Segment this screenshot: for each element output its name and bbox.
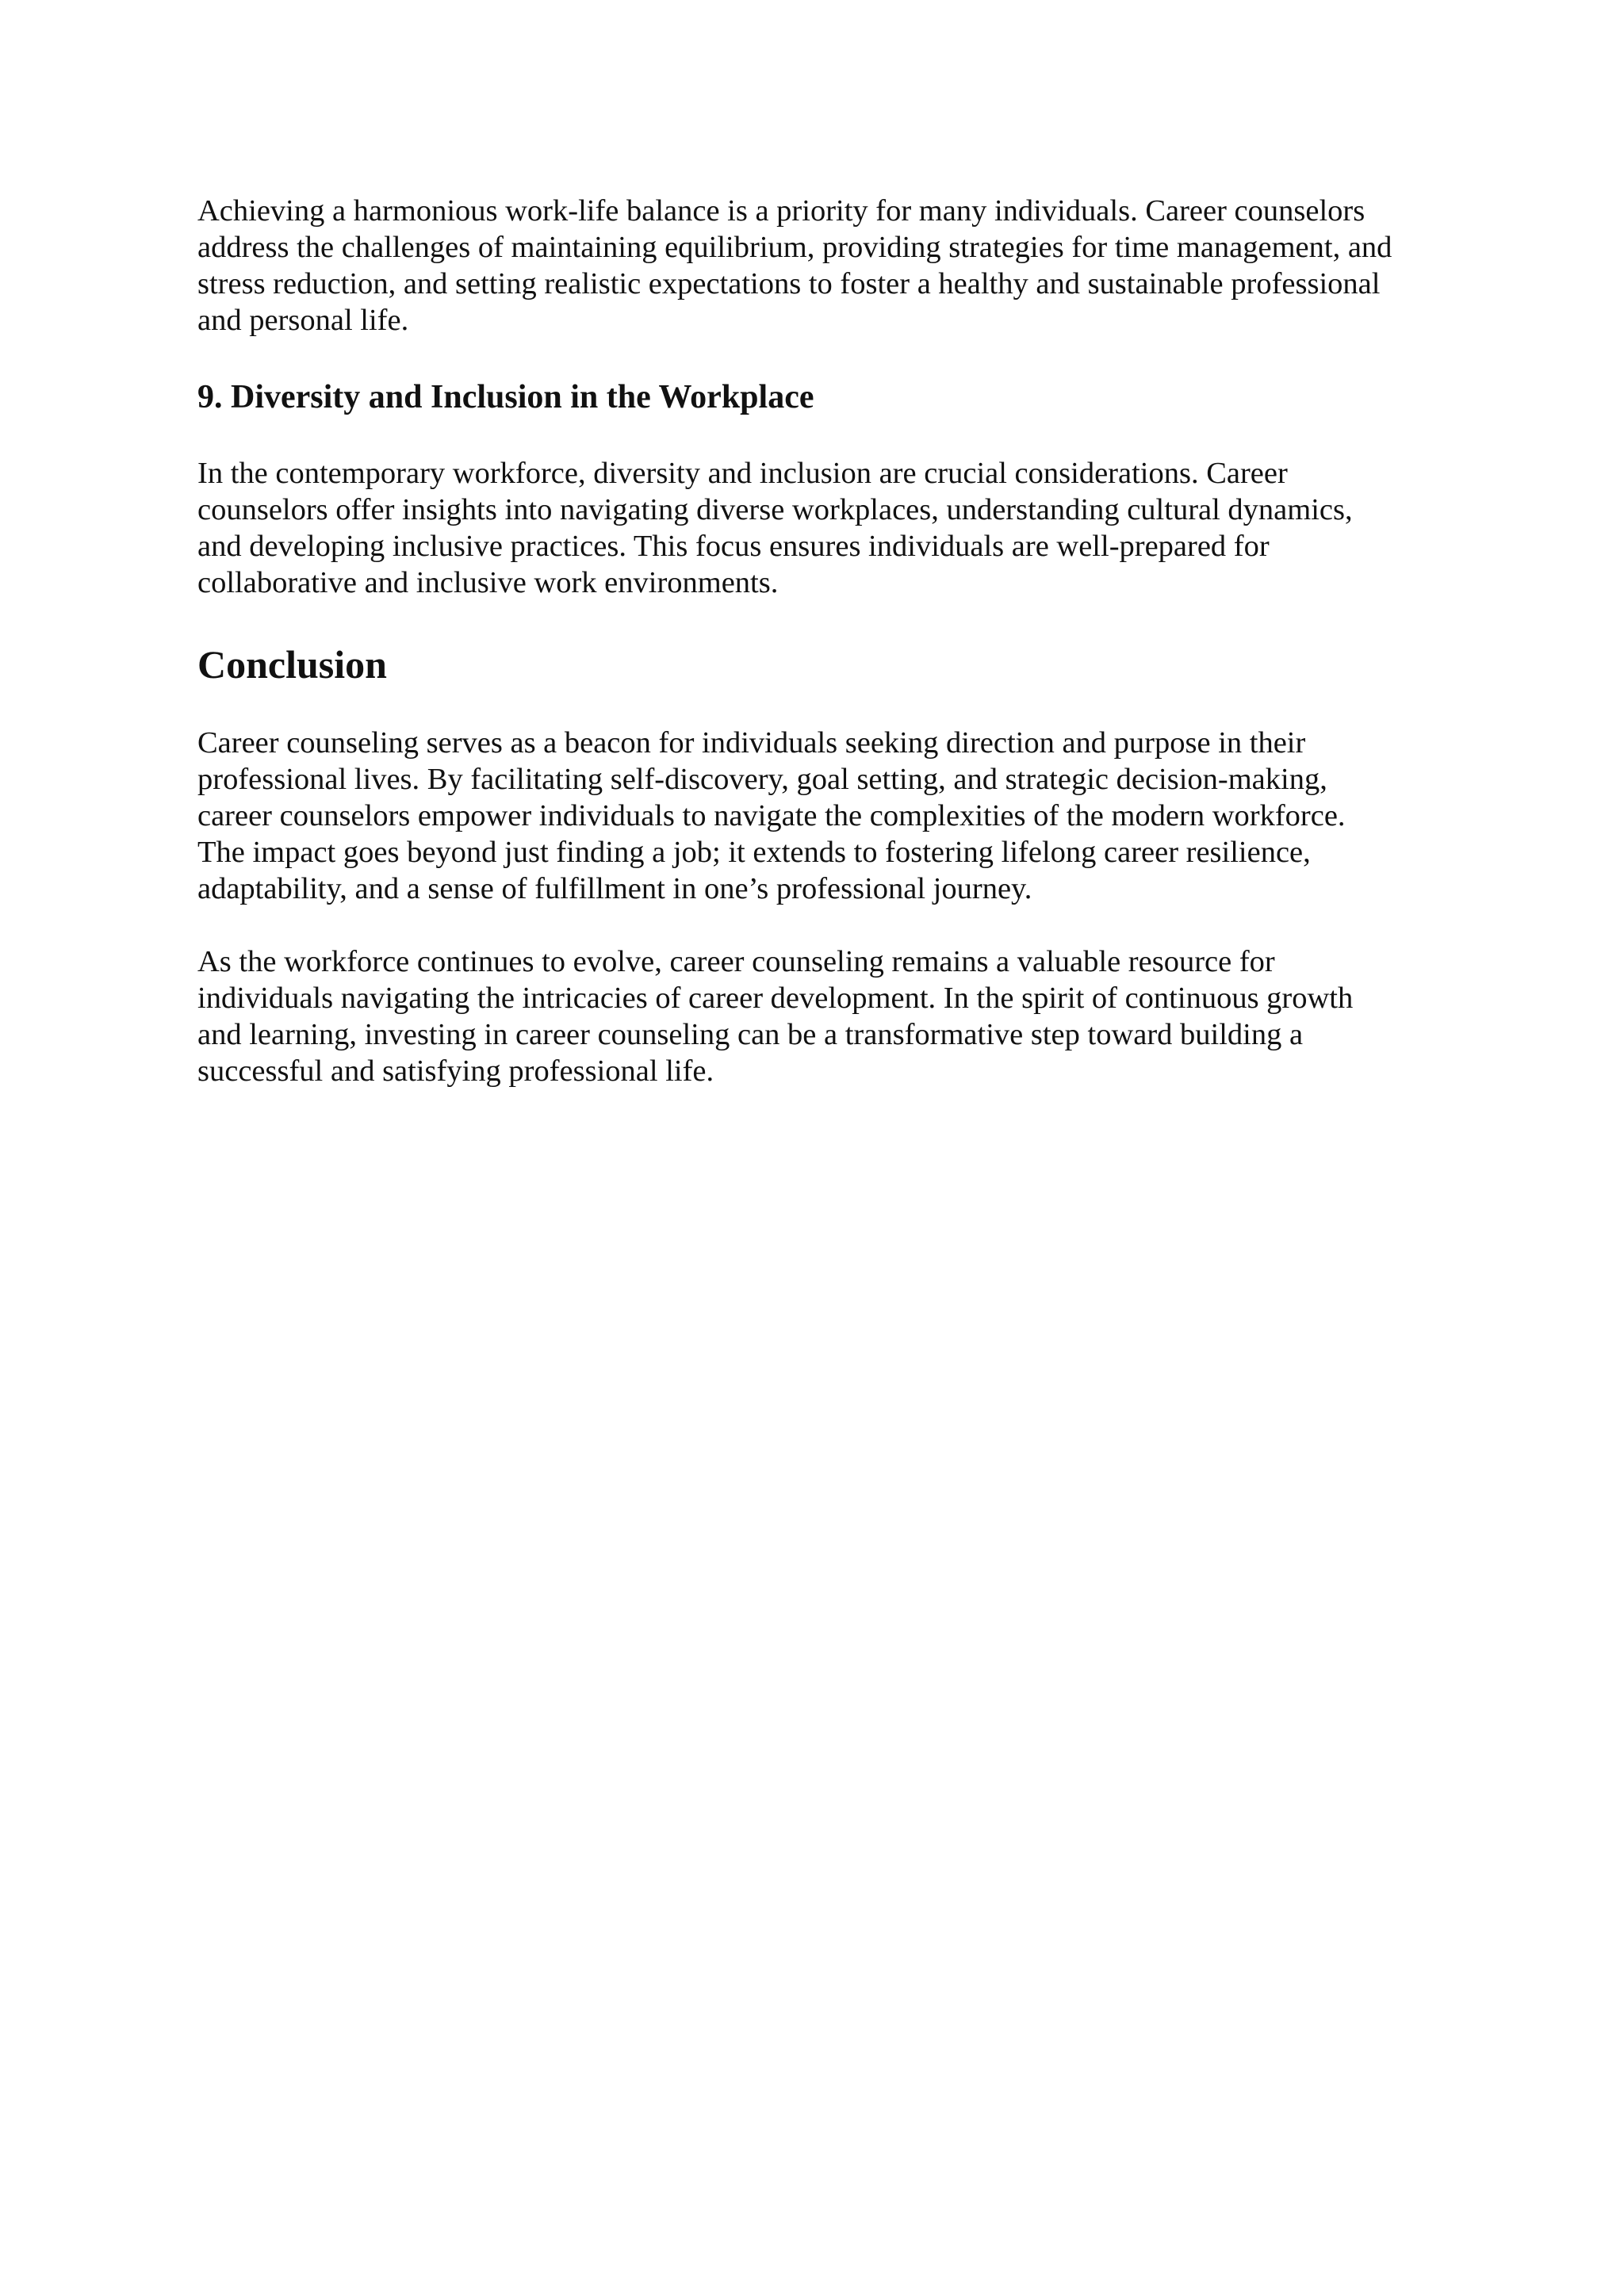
conclusion-heading: Conclusion bbox=[197, 642, 387, 687]
section-heading-diversity: 9. Diversity and Inclusion in the Workplace bbox=[197, 379, 814, 415]
intro-paragraph: Achieving a harmonious work-life balance is a priority for many individuals. Career counselors address the challenges of maintaining equilibrium, providing strategies for time management, and stress reduction, and setting realistic expectations to foster a healthy and sustainable professional and personal life. bbox=[197, 194, 1392, 337]
conclusion-paragraph-2: As the workforce continues to evolve, career counseling remains a valuable resource for individuals navigating the intricacies of career development. In the spirit of continuous growth and learning, investing in career counseling can be a transformative step toward building a successful and satisfying professional life. bbox=[197, 945, 1354, 1088]
conclusion-paragraph-1: Career counseling serves as a beacon for individuals seeking direction and purpose in their professional lives. By facilitating self-discovery, goal setting, and strategic decision-making, career counselors empower individuals to navigate the complexities of the modern workforce. The impact goes beyond just finding a job; it extends to fostering lifelong career resilience, adaptability, and a sense of fulfillment in one’s professional journey. bbox=[197, 726, 1346, 905]
diversity-paragraph: In the contemporary workforce, diversity and inclusion are crucial considerations. Career counselors offer insights into navigating diverse workplaces, understanding cultural dynamics, and developing inclusive practices. This focus ensures individuals are well-prepared for collaborative and inclusive work environments. bbox=[197, 457, 1353, 599]
document-body bbox=[197, 193, 1450, 1089]
